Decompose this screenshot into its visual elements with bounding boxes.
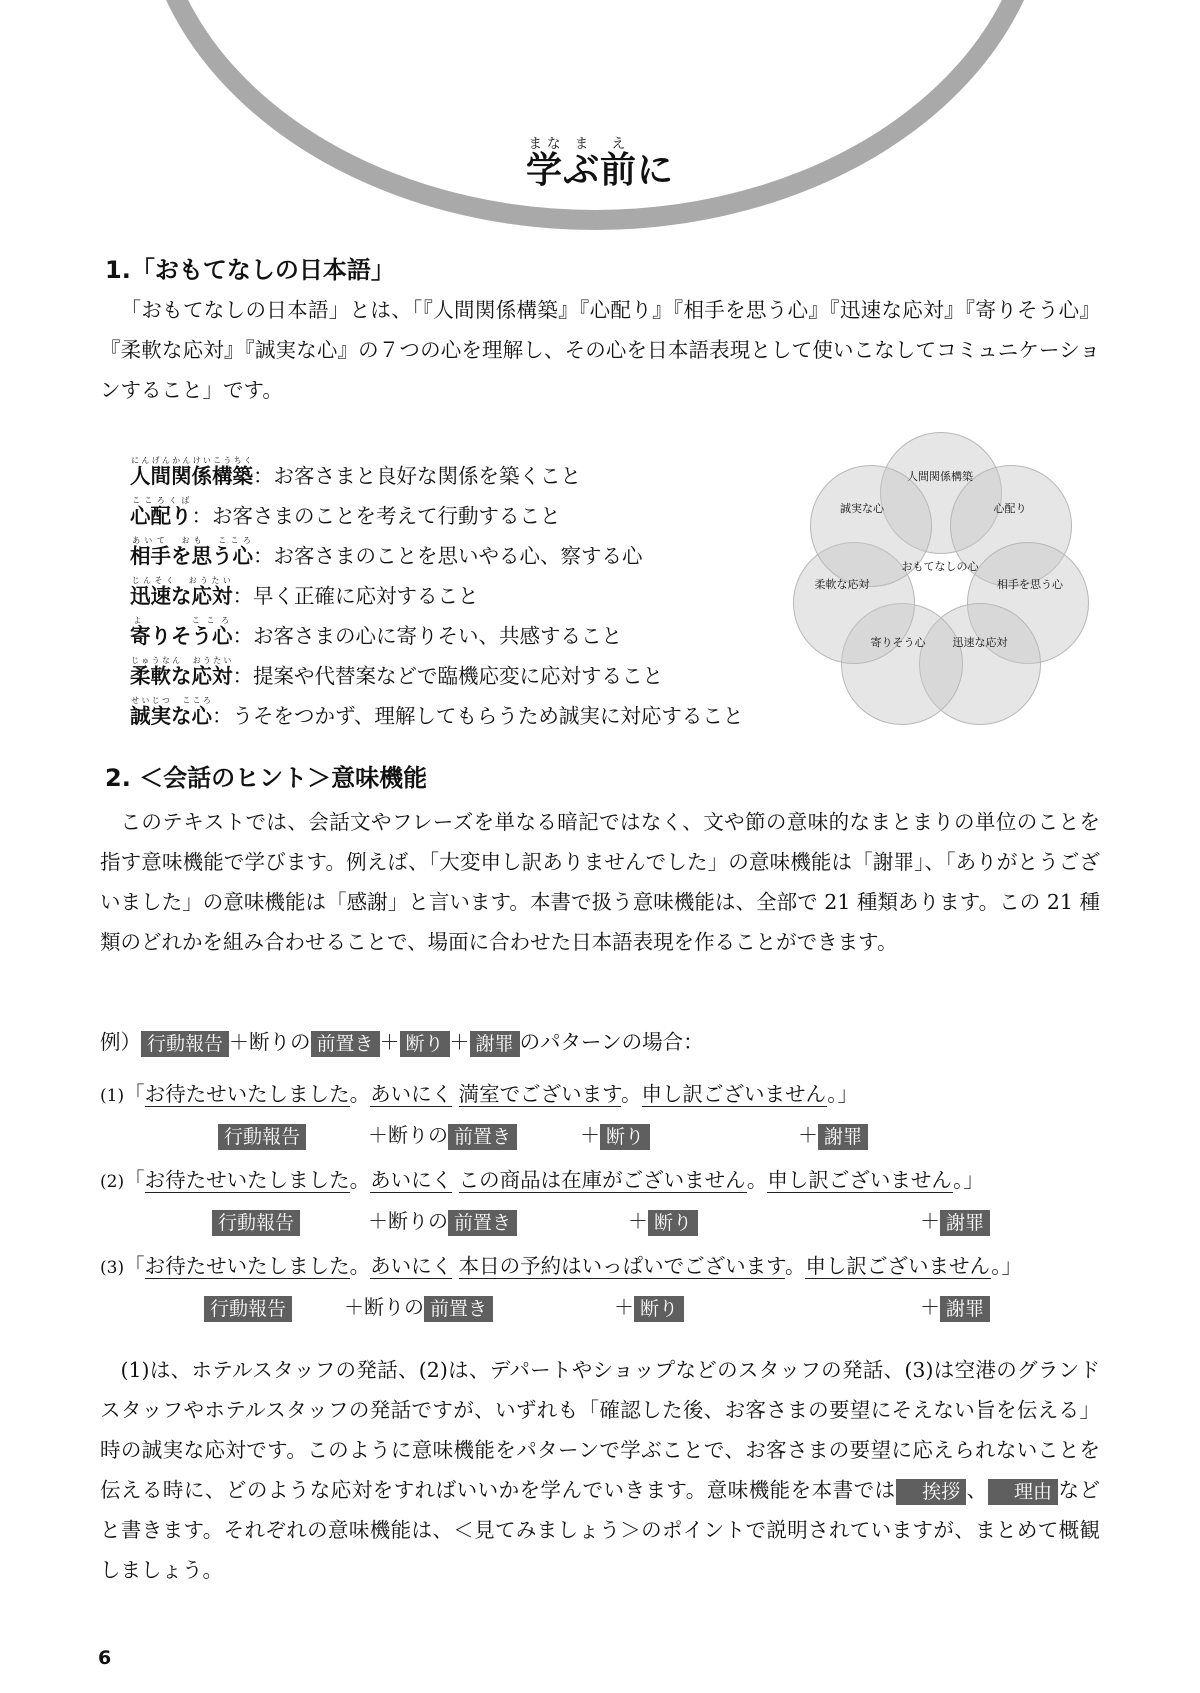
definition-item: 相手を思う心あいて おも こころ：お客さまのことを思いやる心、察する心	[130, 536, 643, 568]
page-number: 6	[98, 1647, 112, 1669]
diagram-label: 誠実な心	[840, 502, 884, 515]
section-2-heading: 2. ＜会話のヒント＞意味機能	[105, 764, 428, 792]
section-1-paragraph: 「おもてなしの日本語」とは、「『人間関係構築』『心配り』『相手を思う心』『迅速な応対』『寄りそう心』『柔軟な応対』『誠実な心』の７つの心を理解し、その心を日本語表現として使いこなしてコミュニケーションすること」です。	[100, 298, 1100, 402]
tag-greeting: 挨拶	[896, 1479, 967, 1505]
definition-item: 柔軟な応対じゅうなん おうたい：提案や代替案などで臨機応変に応対すること	[130, 656, 663, 688]
diagram-label: 迅速な応対	[952, 636, 1008, 649]
example-tag-line: 行動報告 ＋断りの 前置き ＋ 断り ＋ 謝罪	[0, 1206, 1200, 1236]
diagram-label: 心配り	[993, 502, 1027, 515]
tag-report: 行動報告	[141, 1031, 229, 1057]
example-sentence: (3)「お待たせいたしました。あいにく 本日の予約はいっぱいでございます。申し訳ございません。」	[100, 1254, 1022, 1278]
definition-item: 寄りそう心よ こころ：お客さまの心に寄りそい、共感すること	[130, 616, 622, 648]
omotenashi-diagram	[790, 432, 1090, 732]
diagram-label: 柔軟な応対	[814, 578, 870, 591]
definition-item: 誠実な心せいじつ こころ：うそをつかず、理解してもらうため誠実に対応すること	[130, 696, 744, 728]
header-arc-decoration	[140, 0, 1050, 230]
example-pattern-line: 例） 行動報告 ＋断りの 前置き ＋ 断り ＋ 謝罪 のパターンの場合：	[100, 1030, 704, 1055]
tag-reason: 理由	[988, 1479, 1059, 1505]
page-title: 学まなぶ前まえに	[525, 136, 675, 192]
definition-item: 人間関係構築にんげんかんけいこうちく：お客さまと良好な関係を築くこと	[130, 456, 581, 488]
diagram-label: 相手を思う心	[997, 578, 1063, 591]
example-sentence: (1)「お待たせいたしました。あいにく 満室でございます。申し訳ございません。」	[100, 1082, 858, 1106]
definition-item: 心配りこころくば：お客さまのことを考えて行動すること	[130, 496, 561, 528]
definition-item: 迅速な応対じんそく おうたい：早く正確に応対すること	[130, 576, 479, 608]
example-tag-line: 行動報告 ＋断りの 前置き ＋ 断り ＋ 謝罪	[0, 1292, 1200, 1322]
tag-preface: 前置き	[311, 1031, 380, 1057]
tag-apology: 謝罪	[470, 1031, 520, 1057]
section-1-heading: 1.「おもてなしの日本語」	[105, 256, 395, 284]
diagram-label: 寄りそう心	[870, 636, 926, 649]
diagram-center-label: おもてなしの心	[901, 560, 979, 573]
tag-refusal: 断り	[400, 1031, 450, 1057]
definition-list	[130, 456, 810, 736]
section-2-closing-paragraph: (1)は、ホテルスタッフの発話、(2)は、デパートやショップなどのスタッフの発話、(3)は空港のグランドスタッフやホテルスタッフの発話ですが、いずれも「確認した後、お客さまの要望にそえない旨を伝える」時の誠実な応対です。このように意味機能をパターンで学ぶことで、お客さまの要望に応えられないことを伝える時に、どのような応対をすればいいかを学んでいきます。意味機能を本書では 挨拶 、 理由 などと書きます。それぞれの意味機能は、＜見てみましょう＞のポイントで説明されていますが、まとめて概観しましょう。	[100, 1358, 1101, 1582]
example-sentence: (2)「お待たせいたしました。あいにく この商品は在庫がございません。申し訳ございません。」	[100, 1168, 984, 1192]
diagram-label: 人間関係構築	[907, 470, 973, 483]
example-tag-line: 行動報告 ＋断りの 前置き ＋ 断り ＋ 謝罪	[0, 1120, 1200, 1150]
section-2-paragraph: このテキストでは、会話文やフレーズを単なる暗記ではなく、文や節の意味的なまとまりの単位のことを指す意味機能で学びます。例えば、「大変申し訳ありませんでした」の意味機能は「謝罪」、「ありがとうございました」の意味機能は「感謝」と言います。本書で扱う意味機能は、全部で 21 種類あります。この 21 種類のどれかを組み合わせることで、場面に合わせた日本語表現を作ることができます。	[100, 810, 1100, 954]
